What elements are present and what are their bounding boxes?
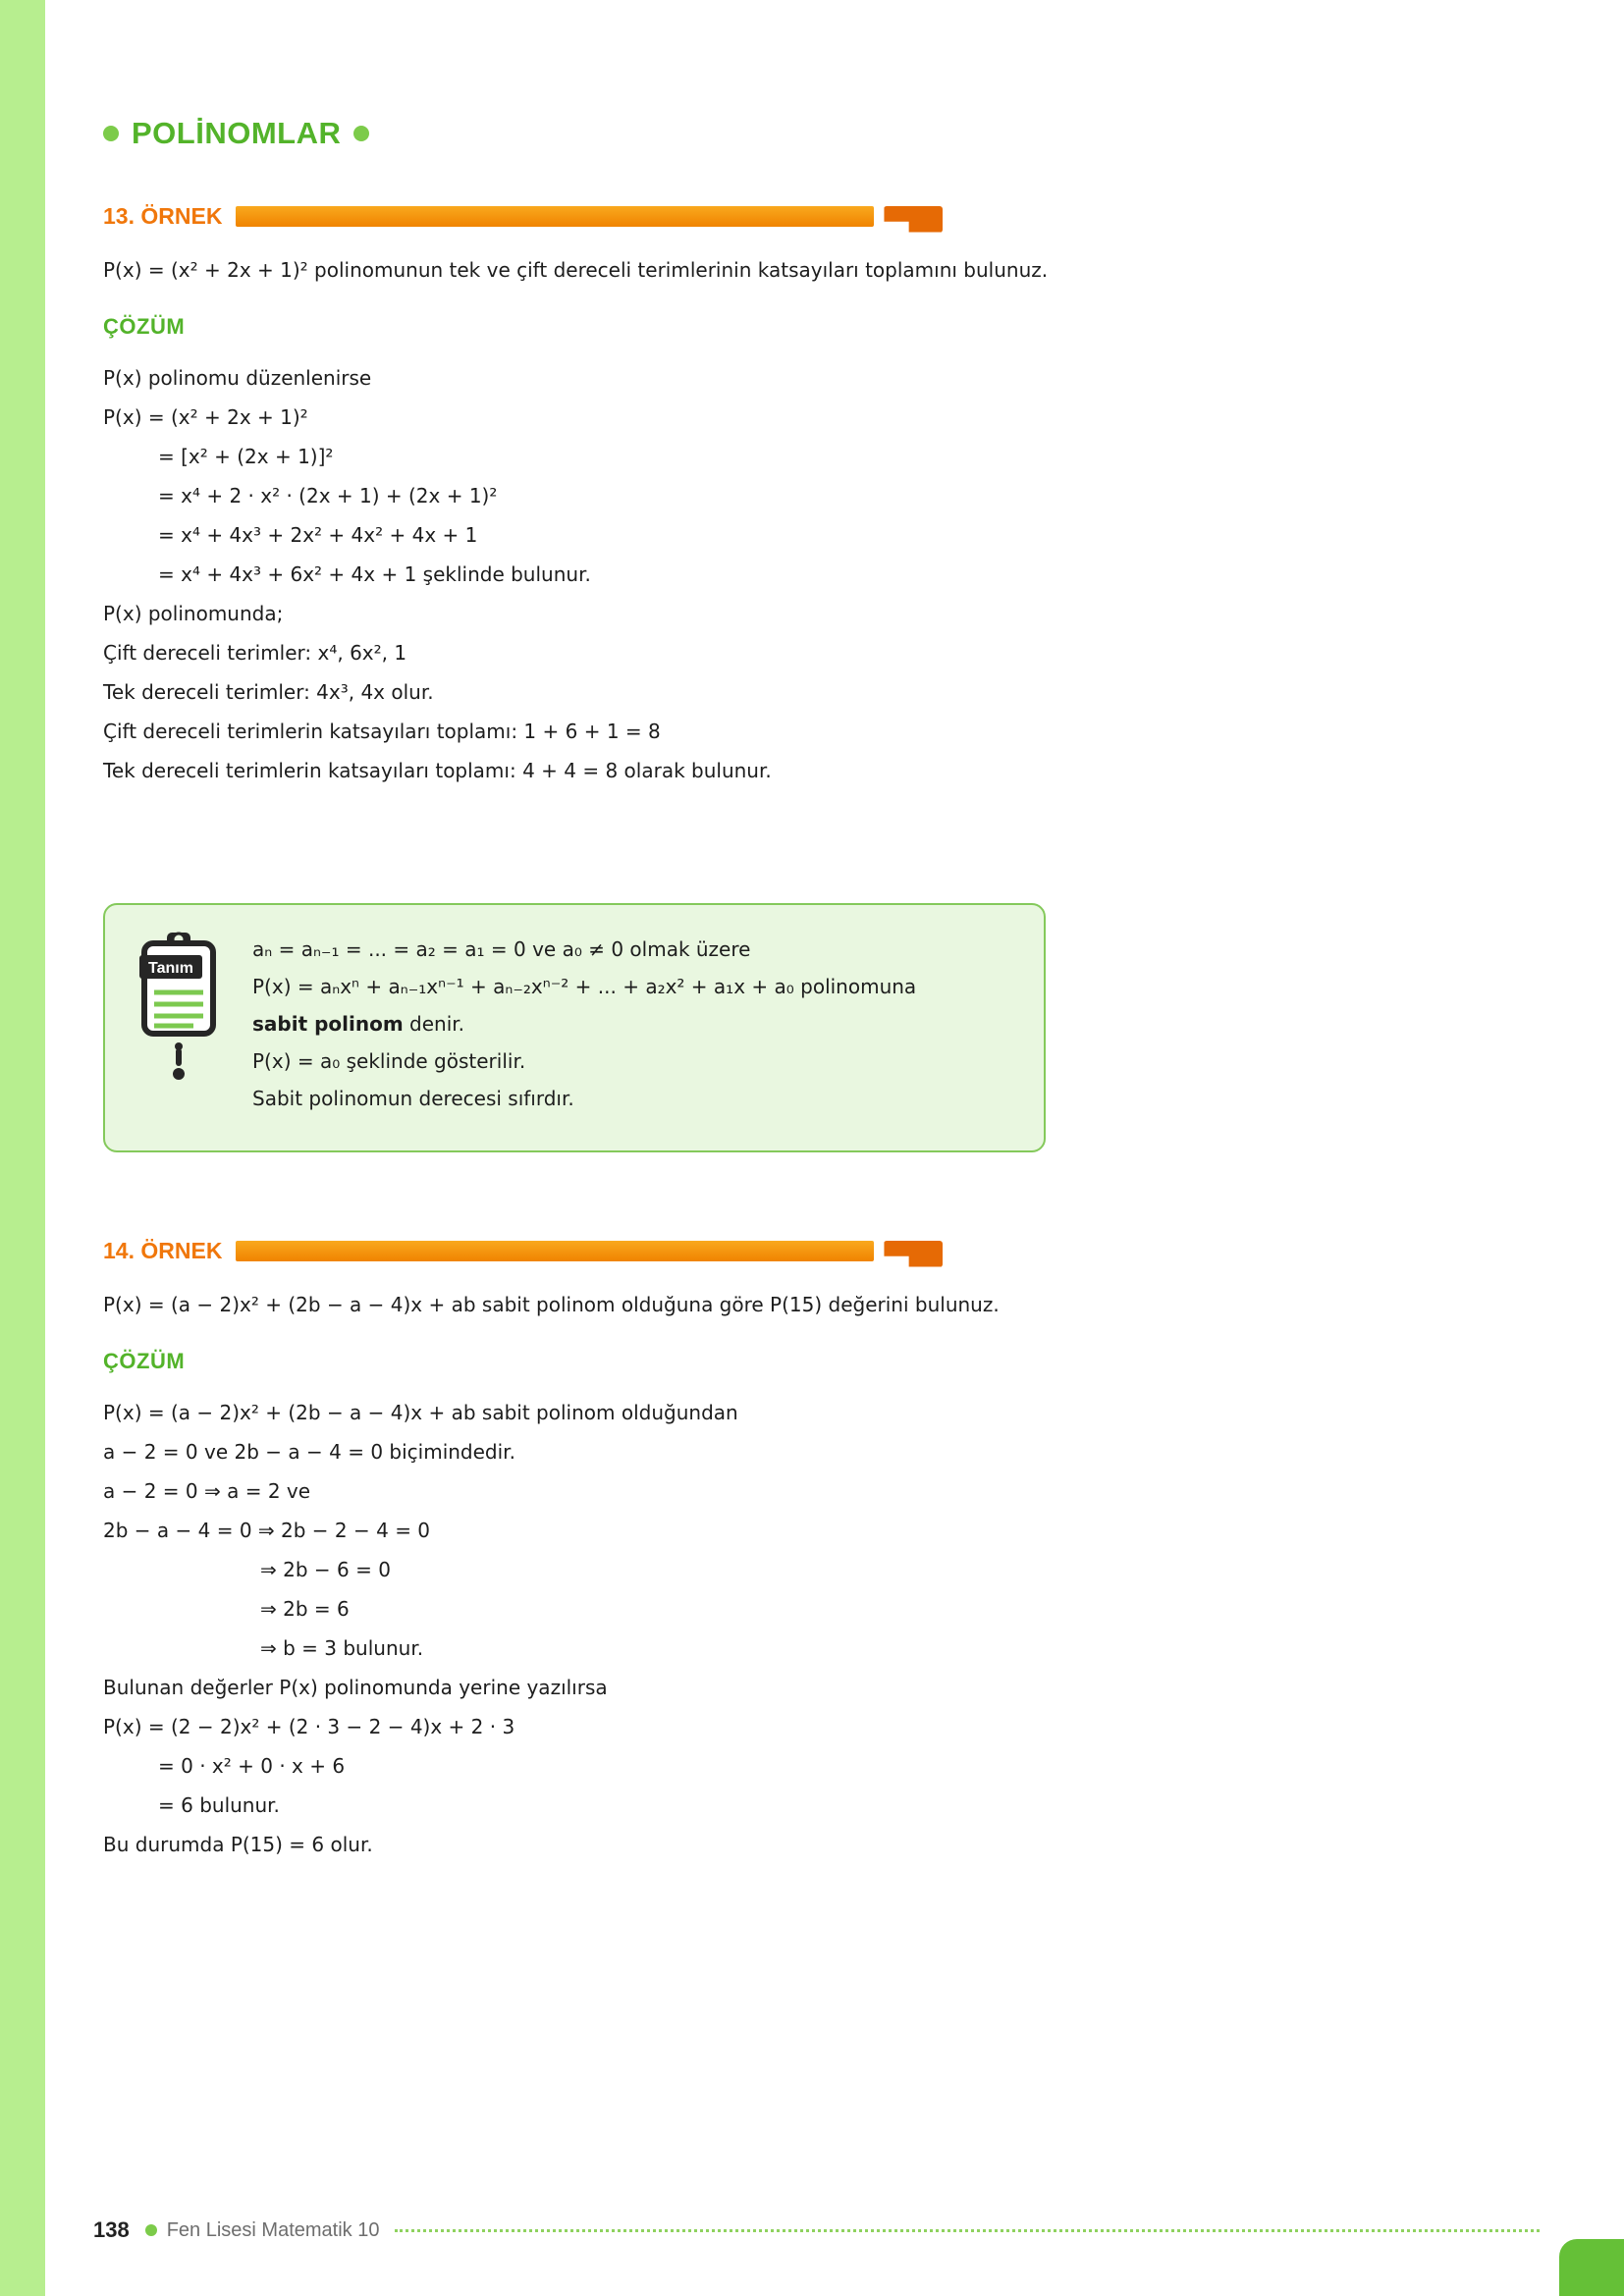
clipboard-icon — [135, 931, 223, 1084]
math-line: = x⁴ + 2 · x² · (2x + 1) + (2x + 1)² — [158, 484, 498, 507]
footer-bullet-icon — [145, 2224, 157, 2236]
example-14-bar-end — [884, 1241, 943, 1267]
math-line: Bulunan değerler P(x) polinomunda yerine yazılırsa — [103, 1676, 608, 1699]
math-line: Bu durumda P(15) = 6 olur. — [103, 1833, 373, 1856]
math-line: = [x² + (2x + 1)]² — [158, 445, 334, 468]
example-13-solution-label: ÇÖZÜM — [103, 314, 186, 339]
math-line: a − 2 = 0 ⇒ a = 2 ve — [103, 1479, 311, 1503]
example-13-solution — [103, 363, 1546, 785]
example-13-problem: P(x) = (x² + 2x + 1)² polinomunun tek ve çift dereceli terimlerinin katsayıları toplamını bulunuz. — [103, 258, 1049, 282]
left-accent-strip — [0, 0, 45, 2296]
example-14-solution — [103, 1398, 1546, 1859]
math-line: P(x) polinomunda; — [103, 602, 284, 625]
math-line: Çift dereceli terimler: x⁴, 6x², 1 — [103, 641, 407, 665]
example-14-label: 14. ÖRNEK — [103, 1237, 223, 1263]
example-13-bar — [236, 206, 874, 227]
definition-term-rest: denir. — [403, 1012, 465, 1036]
math-line: P(x) = (2 − 2)x² + (2 · 3 − 2 − 4)x + 2 · 3 — [103, 1715, 515, 1738]
example-13-header — [103, 202, 1546, 230]
footer-dotted-line — [395, 2229, 1540, 2232]
title-bullet-left-icon — [103, 126, 119, 141]
math-line: = 0 · x² + 0 · x + 6 — [158, 1754, 346, 1778]
math-line: P(x) = (x² + 2x + 1)² — [103, 405, 308, 429]
definition-term: sabit polinom — [252, 1012, 404, 1036]
example-14-problem: P(x) = (a − 2)x² + (2b − a − 4)x + ab sabit polinom olduğuna göre P(15) değerini bulunuz. — [103, 1293, 1000, 1316]
math-line: = x⁴ + 4x³ + 2x² + 4x² + 4x + 1 — [158, 523, 478, 547]
definition-line: P(x) = aₙxⁿ + aₙ₋₁xⁿ⁻¹ + aₙ₋₂xⁿ⁻² + ... + a₂x² + a₁x + a₀ polinomuna — [252, 975, 917, 998]
math-line: ⇒ b = 3 bulunur. — [260, 1636, 424, 1660]
definition-line: P(x) = a₀ şeklinde gösterilir. — [252, 1049, 526, 1073]
bottom-right-corner-decoration — [1559, 2239, 1624, 2296]
math-line: Tek dereceli terimler: 4x³, 4x olur. — [103, 680, 434, 704]
math-line: Tek dereceli terimlerin katsayıları toplamı: 4 + 4 = 8 olarak bulunur. — [103, 759, 772, 782]
page-title — [103, 116, 1546, 151]
page-content — [103, 0, 1546, 1869]
page-title-text: POLİNOMLAR — [132, 116, 342, 150]
example-14-solution-label: ÇÖZÜM — [103, 1349, 186, 1373]
example-13-bar-end — [884, 206, 943, 233]
definition-box — [103, 903, 1046, 1152]
math-line: Çift dereceli terimlerin katsayıları toplamı: 1 + 6 + 1 = 8 — [103, 720, 661, 743]
math-line: P(x) polinomu düzenlenirse — [103, 366, 372, 390]
definition-line — [252, 1009, 1014, 1039]
math-line: ⇒ 2b − 6 = 0 — [260, 1558, 391, 1581]
definition-text — [252, 934, 1014, 1113]
example-14-bar — [236, 1241, 874, 1261]
math-line: ⇒ 2b = 6 — [260, 1597, 350, 1621]
math-line: = x⁴ + 4x³ + 6x² + 4x + 1 şeklinde bulunur. — [158, 562, 591, 586]
title-bullet-right-icon — [353, 126, 369, 141]
example-13-label: 13. ÖRNEK — [103, 202, 223, 229]
math-line: = 6 bulunur. — [158, 1793, 280, 1817]
math-line: 2b − a − 4 = 0 ⇒ 2b − 2 − 4 = 0 — [103, 1519, 431, 1542]
footer-book-title: Fen Lisesi Matematik 10 — [166, 2218, 380, 2241]
clipboard-icon-label: Tanım — [148, 960, 193, 977]
math-line: P(x) = (a − 2)x² + (2b − a − 4)x + ab sabit polinom olduğundan — [103, 1401, 738, 1424]
page-footer — [93, 2217, 1540, 2243]
example-14-header — [103, 1237, 1546, 1264]
page-number: 138 — [93, 2217, 130, 2242]
definition-line: aₙ = aₙ₋₁ = ... = a₂ = a₁ = 0 ve a₀ ≠ 0 olmak üzere — [252, 937, 751, 961]
definition-line: Sabit polinomun derecesi sıfırdır. — [252, 1087, 574, 1110]
math-line: a − 2 = 0 ve 2b − a − 4 = 0 biçimindedir. — [103, 1440, 515, 1464]
